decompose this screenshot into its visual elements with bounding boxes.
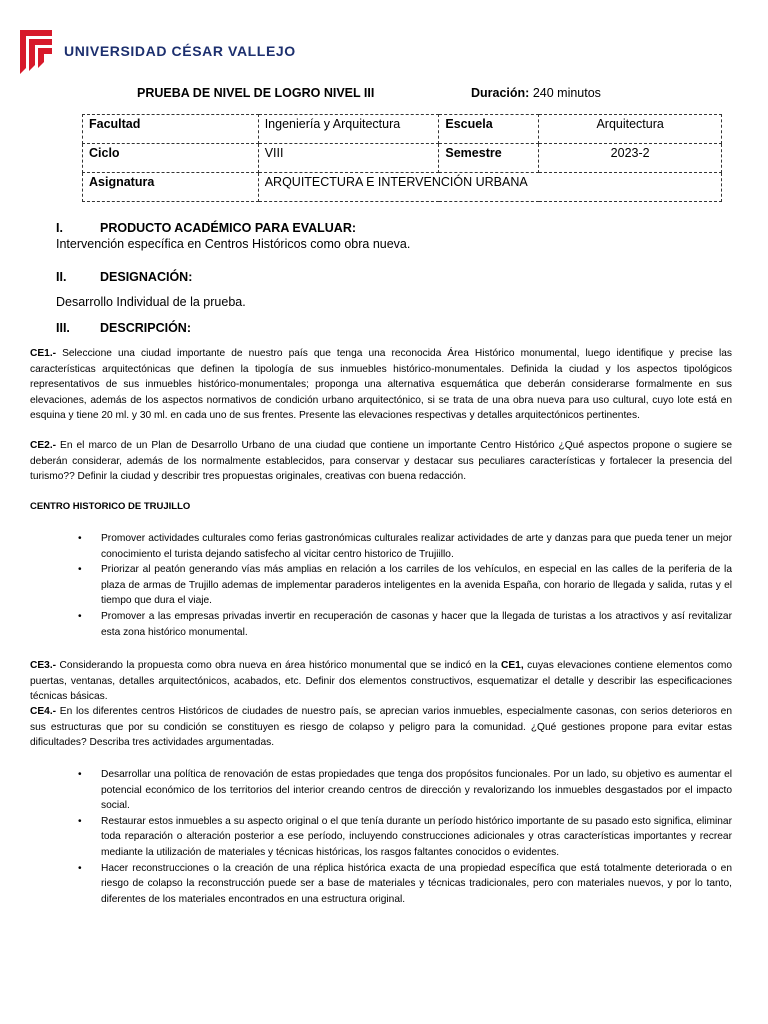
exam-duration xyxy=(471,86,601,100)
duration-value: 240 minutos xyxy=(532,86,601,100)
section-text-2: Desarrollo Individual de la prueba. xyxy=(56,295,246,309)
section-heading-1 xyxy=(56,221,356,235)
facultad-label: Facultad xyxy=(83,115,259,144)
ce3-label: CE3.- xyxy=(30,660,57,671)
ce2-label: CE2.- xyxy=(30,440,57,451)
section-title: DESIGNACIÓN: xyxy=(100,270,193,284)
ce4-activities-list xyxy=(78,767,732,907)
section-number: II. xyxy=(56,270,67,284)
ucv-emblem-icon xyxy=(18,28,54,74)
section-number: III. xyxy=(56,321,70,335)
ce1-text: Seleccione una ciudad importante de nuestro país que tenga una reconocida Área Histórico monumental, luego identifique y precise las características arquitectónicas que definen la tipología de sus inmuebles histórico-monumentales. Definida la ciudad y los aspectos tipológicos representativos de sus inmuebles histórico-monumentales; proponga una alternativa esquemática que deberán considerarse formalmente en sus elevaciones, además de los aspectos normativos de condición urbano arquitectónico, si se trata de una obra nueva para uso cultural, cuyo lote está en esquina y tiene 20 ml. y 30 ml. en cada uno de sus frentes. Presente las elevaciones respectivas y detalles arquitectónicos pertinentes. xyxy=(30,348,732,422)
duration-label: Duración: xyxy=(471,86,530,100)
list-item: • Restaurar estos inmuebles a su aspecto original o el que tenía durante un período histórico importante de su pasado esto significa, eliminar toda reparación o alteración posterior a ese período, incluyendo construcciones adicionales y otras características importantes y recrear mediante la utilización de materiales y técnicas históricas, los rasgos faltantes conocidos o evidentes. xyxy=(78,814,732,861)
asignatura-label: Asignatura xyxy=(83,173,259,202)
section-title: PRODUCTO ACADÉMICO PARA EVALUAR: xyxy=(100,221,357,235)
list-item: • Priorizar al peatón generando vías más amplias en relación a los carriles de los vehículos, en especial en las calles de la periferia de la plaza de armas de Trujillo ademas de implementar paraderos inteligentes en la avenida España, con horario de llegada y salida, rutas y el tiempo que dura el viaje. xyxy=(78,562,732,609)
section-number: I. xyxy=(56,221,63,235)
ce4-text: En los diferentes centros Históricos de ciudades de nuestro país, se aprecian varios inmuebles, especialmente casonas, con serios deterioros en sus estructuras que por su condición se constituyen es riesgo de colapso y peligro para la comunidad. ¿Qué gestiones propone para evitar estas dificultades? Describa tres actividades argumentadas. xyxy=(30,706,732,749)
ciclo-value: VIII xyxy=(258,144,439,173)
table-row xyxy=(83,144,722,173)
escuela-label: Escuela xyxy=(439,115,539,144)
semestre-label: Semestre xyxy=(439,144,539,173)
ciclo-label: Ciclo xyxy=(83,144,259,173)
ce3-paragraph xyxy=(30,658,732,705)
list-item: • Promover a las empresas privadas invertir en recuperación de casonas y hacer que la llegada de turistas a los atractivos y así revitalizar esta zona histórico monumental. xyxy=(78,609,732,640)
section-text-1: Intervención específica en Centros Históricos como obra nueva. xyxy=(56,237,411,251)
section-heading-2 xyxy=(56,270,192,284)
course-info-table xyxy=(82,114,722,202)
exam-title: PRUEBA DE NIVEL DE LOGRO NIVEL III xyxy=(137,86,375,100)
list-item: • Hacer reconstrucciones o la creación de una réplica histórica exacta de una propiedad específica que está totalmente deteriorada o en riesgo de colapso la reconstrucción puede ser a base de materiales y técnicas tradicionales, pero con materiales nuevos, y por lo tanto, diferentes de los materiales encontrados en una estructura original. xyxy=(78,861,732,908)
university-name: UNIVERSIDAD CÉSAR VALLEJO xyxy=(64,43,296,59)
ce4-paragraph xyxy=(30,704,732,751)
ce2-paragraph xyxy=(30,438,732,485)
list-item: • Promover actividades culturales como ferias gastronómicas culturales realizar actividades de arte y danzas para que pueda tener un mejor conocimiento el turista dejando satisfecho al vicitar centro historico de Trujiillo. xyxy=(78,531,732,562)
ce2-text: En el marco de un Plan de Desarrollo Urbano de una ciudad que contiene un importante Centro Histórico ¿Qué aspectos propone o sugiere se deberán considerar, además de los normalmente establecidos, para conservar y destacar sus peculiares características y fortalecer la presencia del turismo?? Definir la ciudad y describir tres propuestas originales, creativas con buena redacción. xyxy=(30,440,732,483)
escuela-value: Arquitectura xyxy=(539,115,722,144)
ce3-text-b: cuyas elevaciones contiene elementos como puertas, ventanas, detalles arquitectónicos, acabados, etc. Definir dos elementos constructivos, esquematizar el detalle y describir las especificaciones técnicas básicas. xyxy=(30,660,733,703)
table-row xyxy=(83,115,722,144)
semestre-value: 2023-2 xyxy=(539,144,722,173)
ce1-paragraph xyxy=(30,346,732,424)
section-heading-3 xyxy=(56,321,191,335)
table-row xyxy=(83,173,722,202)
ce3-text-a: Considerando la propuesta como obra nueva en área histórico monumental que se indicó en la xyxy=(56,660,502,671)
ce3-ref: CE1, xyxy=(501,660,524,671)
ce4-label: CE4.- xyxy=(30,706,57,717)
trujillo-heading: CENTRO HISTORICO DE TRUJILLO xyxy=(30,501,191,512)
university-logo xyxy=(18,28,296,74)
list-item: • Desarrollar una política de renovación de estas propiedades que tenga dos propósitos funcionales. Por un lado, su objetivo es aumentar el potencial económico de los territorios del interior creando centros de dirección y revalorizando los inmuebles desgastados por el impacto social. xyxy=(78,767,732,814)
ce1-label: CE1.- xyxy=(30,348,57,359)
facultad-value: Ingeniería y Arquitectura xyxy=(258,115,439,144)
asignatura-value: ARQUITECTURA E INTERVENCIÓN URBANA xyxy=(258,173,721,202)
trujillo-proposals-list xyxy=(78,531,732,640)
section-title: DESCRIPCIÓN: xyxy=(100,321,191,335)
